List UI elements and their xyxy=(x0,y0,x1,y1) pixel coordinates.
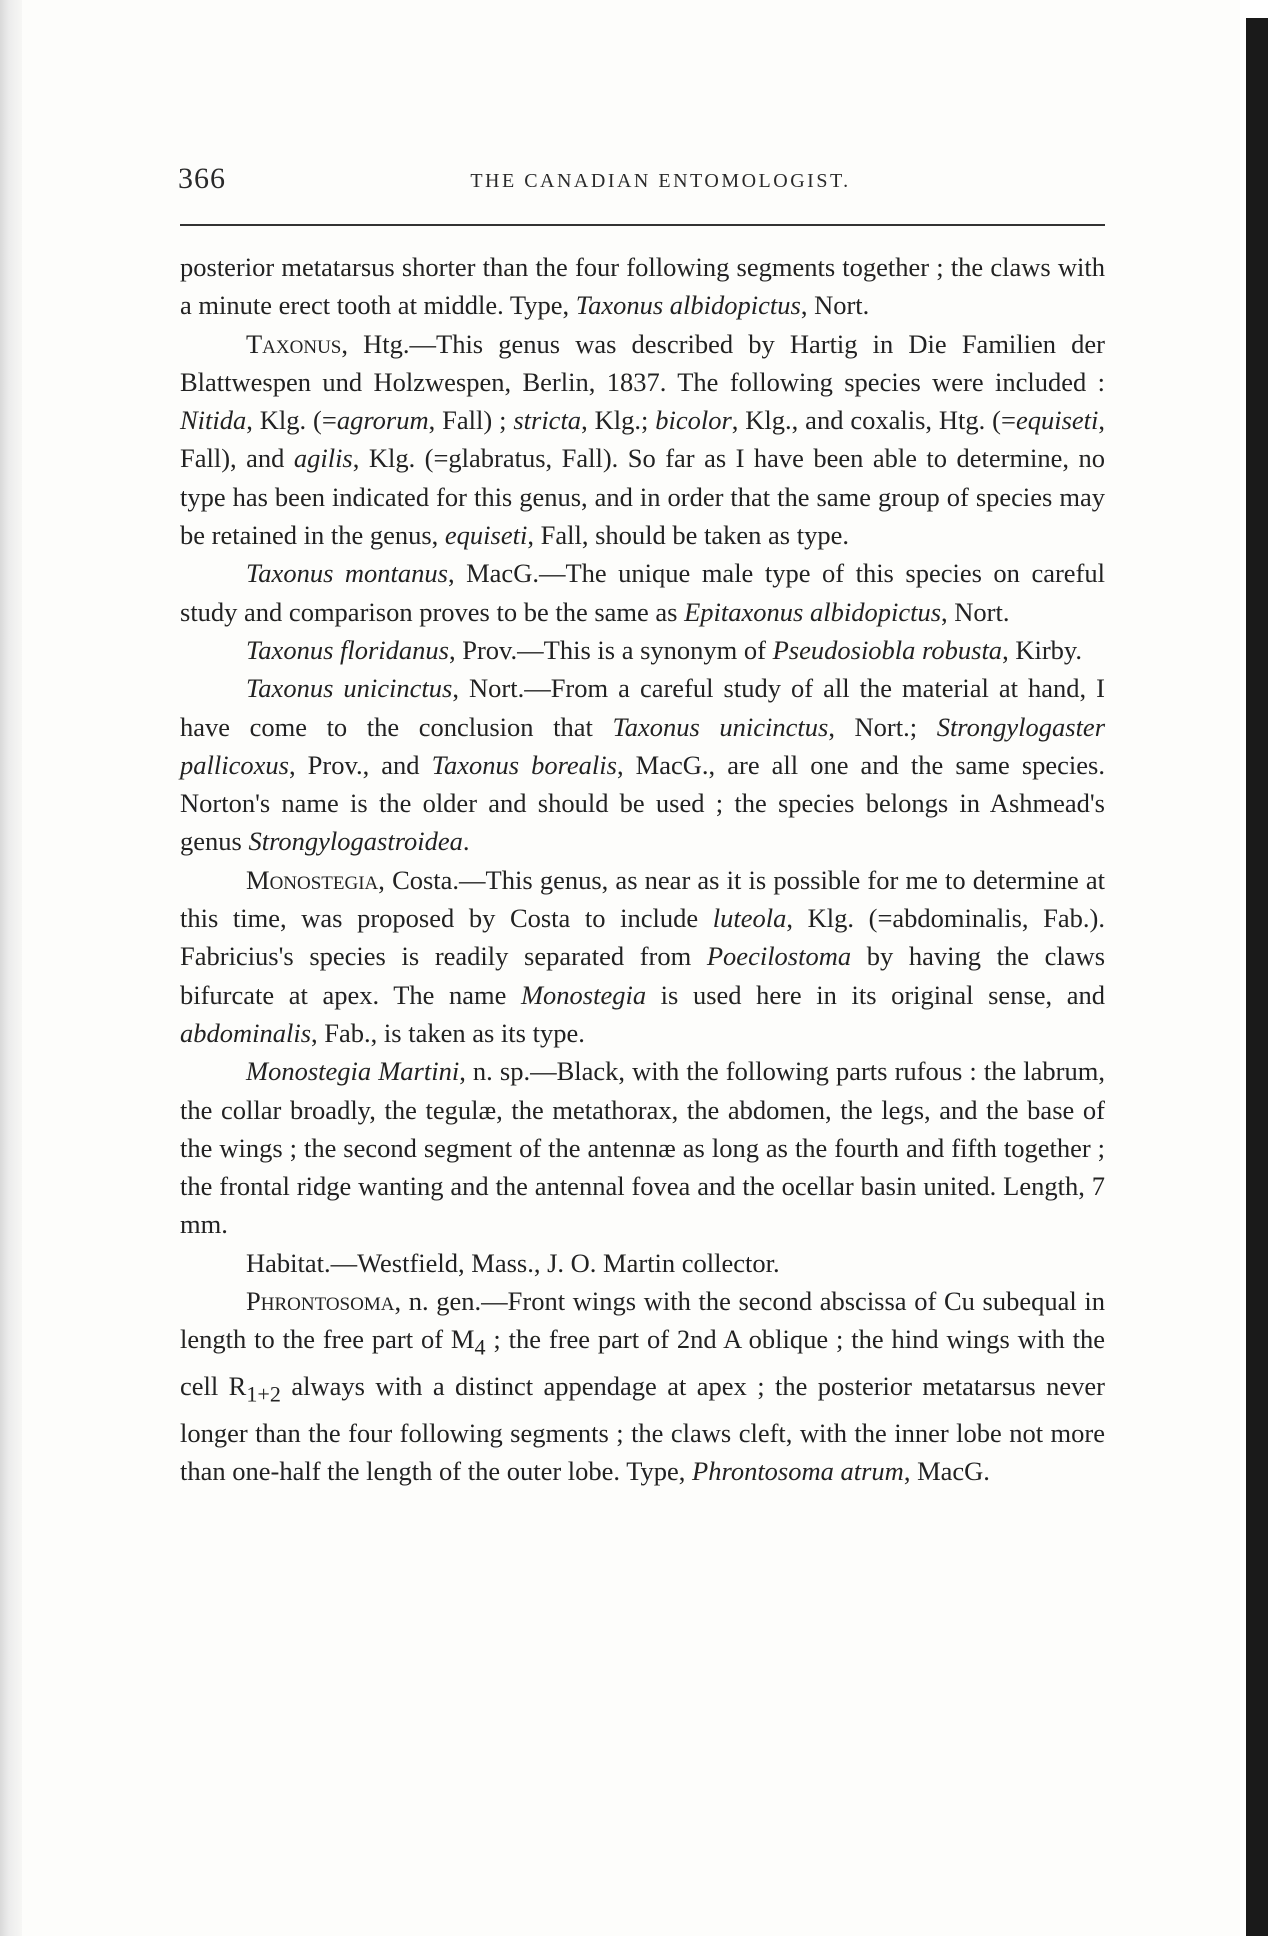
text-run: , Nort.—From a careful study of all the material at hand, I have come to the conclusion that xyxy=(180,673,1105,742)
genus-heading: Phrontosoma xyxy=(246,1286,395,1317)
text-run: , Klg. (=glabratus, Fall). So far as I have been able to determine, no type has been indicated for this genus, and in order that the same group of species may be retained in the genus, xyxy=(180,443,1106,551)
paragraph-phrontosoma xyxy=(180,1282,1105,1490)
page-number: 366 xyxy=(178,162,226,195)
text-run: , Costa.—This genus, as near as it is possible for me to determine at this time, was proposed by Costa to include xyxy=(180,864,1105,934)
paragraph-monostegia-martini xyxy=(180,1052,1105,1243)
taxon-name: Taxonus montanus xyxy=(246,558,448,589)
taxon-name: equiseti xyxy=(444,520,528,551)
text-run: , Fall, should be taken as type. xyxy=(527,520,849,551)
text-run: always with a distinct appendage at apex ; the posterior metatarsus never longer than the four following segments ; the claws cleft, with the inner lobe not more than one-half the length of the outer lobe. Type, xyxy=(180,1370,1105,1486)
text-run: , MacG., are all one and the same species. Norton's name is the older and should be used ; the species belongs in Ashmead's genus xyxy=(180,749,1105,857)
text-run: , Fall), and xyxy=(180,405,1106,474)
text-run: , MacG.—The unique male type of this species on careful study and comparison proves to be the same as xyxy=(180,558,1105,627)
text-run: , Nort. xyxy=(800,290,870,321)
text-run: , MacG. xyxy=(903,1455,990,1486)
taxon-name: Epitaxonus albidopictus xyxy=(684,596,942,627)
header-rule xyxy=(180,224,1105,226)
text-run: , Klg. (= xyxy=(246,405,337,436)
taxon-name: Taxonus albidopictus xyxy=(575,290,801,321)
text-run: , Kirby. xyxy=(1002,634,1083,665)
taxon-name: Taxonus unicinctus xyxy=(612,711,829,742)
text-run: , Klg.; xyxy=(581,405,656,436)
taxon-name: Strongylogastroidea xyxy=(248,826,463,857)
paragraph-taxonus-montanus xyxy=(180,554,1105,631)
text-run: , n. gen.—Front wings with the second abscissa of Cu subequal in length to the free part of M xyxy=(180,1286,1105,1355)
taxon-name: Phrontosoma atrum xyxy=(692,1455,904,1486)
taxon-name: agilis xyxy=(293,443,353,474)
subscript: 4 xyxy=(474,1334,486,1360)
paragraph-taxonus xyxy=(180,325,1105,555)
taxon-name: luteola xyxy=(712,903,787,934)
taxon-name: bicolor xyxy=(655,405,732,436)
text-run: is used here in its original sense, and xyxy=(646,979,1105,1010)
running-title: THE CANADIAN ENTOMOLOGIST. xyxy=(470,170,851,192)
text-run: , Nort. xyxy=(941,596,1010,627)
taxon-name: Taxonus floridanus xyxy=(246,634,449,665)
text-run: , Prov., and xyxy=(288,749,432,780)
taxon-name: Pseudosiobla robusta xyxy=(772,634,1003,665)
text-run: , Klg. (=abdominalis, Fab.). Fabricius's species is readily separated from xyxy=(180,903,1105,972)
text-run: , Htg.—This genus was described by Hartig in Die Familien der Blattwespen und Holzwespen, Berlin, 1837. The following species were included : xyxy=(180,328,1105,397)
taxon-name: abdominalis xyxy=(180,1017,312,1048)
text-run: , Klg., and coxalis, Htg. (= xyxy=(731,405,1016,436)
paragraph-habitat xyxy=(180,1244,1105,1282)
text-run: , n. sp.—Black, with the following parts rufous : the labrum, the collar broadly, the tegulæ, the metathorax, the abdomen, the legs, and the base of the wings ; the second segment of the antennæ as long as the fourth and fifth together ; the frontal ridge wanting and the antennal fovea and the ocellar basin united. Length, 7 mm. xyxy=(180,1056,1105,1240)
scan-border-bar xyxy=(1246,18,1268,1936)
page-header xyxy=(178,162,1103,202)
taxon-name: Monostegia Martini xyxy=(246,1056,460,1087)
taxon-name: Monostegia xyxy=(520,979,647,1010)
text-run: , Fall) ; xyxy=(428,405,514,436)
text-run: Habitat.—Westfield, Mass., J. O. Martin collector. xyxy=(246,1247,780,1278)
text-run: . xyxy=(462,826,470,857)
text-run: posterior metatarsus shorter than the four following segments together ; the claws with a minute erect tooth at middle. Type, xyxy=(180,252,1105,321)
taxon-name: Strongylogaster pallicoxus xyxy=(180,711,1106,780)
paragraph-monostegia xyxy=(180,861,1105,1052)
subscript: 1+2 xyxy=(246,1381,281,1407)
text-run: , Nort.; xyxy=(828,711,937,742)
taxon-name: Nitida xyxy=(180,405,247,436)
page-left-edge xyxy=(0,0,22,1936)
text-run: , Fab., is taken as its type. xyxy=(311,1017,585,1048)
paragraph-1 xyxy=(180,248,1105,325)
paragraph-taxonus-floridanus xyxy=(180,631,1105,669)
genus-heading: Taxonus xyxy=(246,328,342,359)
body-text xyxy=(180,248,1105,1490)
paragraph-taxonus-unicinctus xyxy=(180,669,1105,860)
genus-heading: Monostegia xyxy=(246,864,379,895)
text-run: ; the free part of 2nd A oblique ; the hind wings with the cell R xyxy=(180,1324,1105,1401)
text-run: , Prov.—This is a synonym of xyxy=(448,634,773,665)
taxon-name: stricta xyxy=(513,405,582,436)
text-run: by having the claws bifurcate at apex. The name xyxy=(180,941,1106,1010)
taxon-name: agrorum xyxy=(336,405,429,436)
taxon-name: Taxonus borealis xyxy=(431,749,617,780)
taxon-name: Poecilostoma xyxy=(706,941,852,972)
taxon-name: equiseti xyxy=(1015,405,1099,436)
taxon-name: Taxonus unicinctus xyxy=(246,673,453,704)
